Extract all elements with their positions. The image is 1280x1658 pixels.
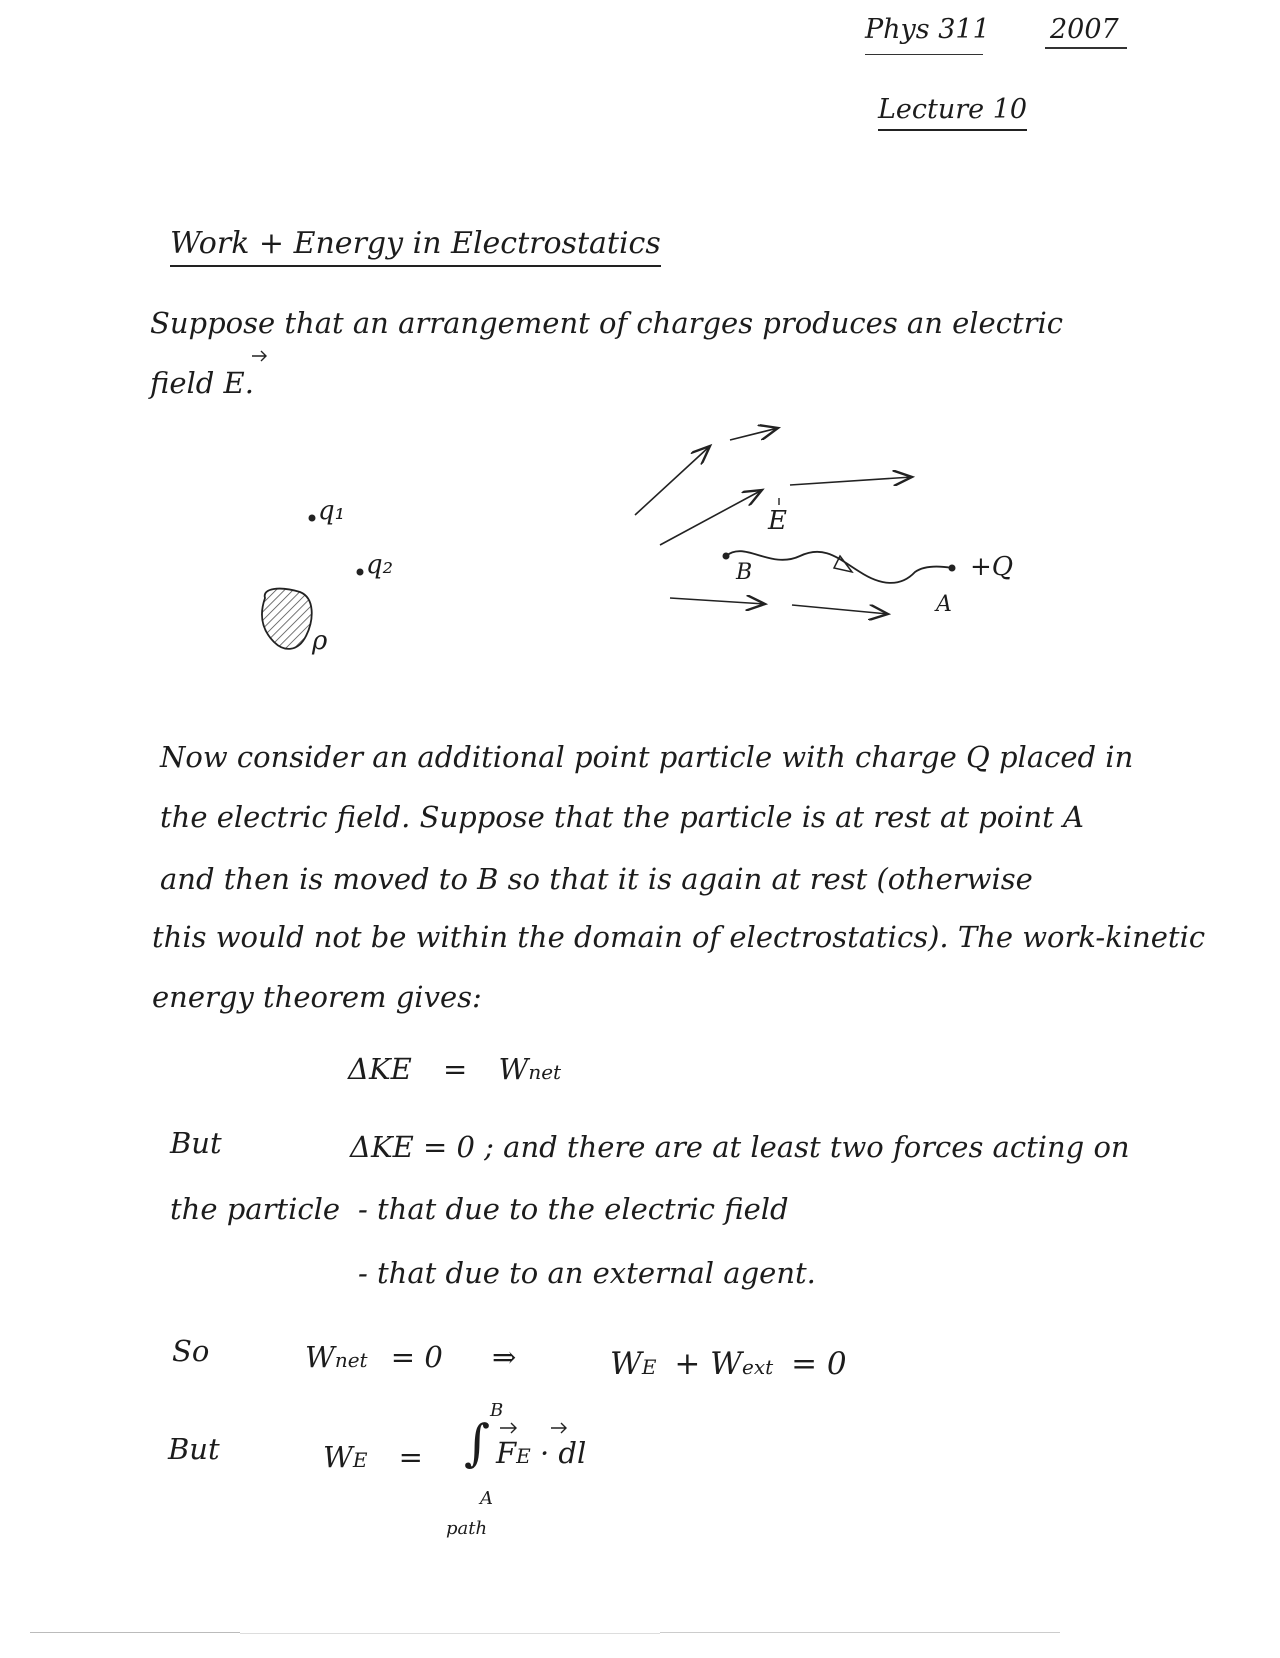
point-b-label: B bbox=[736, 560, 753, 585]
paragraph-line-2: the electric field. Suppose that the particle is at rest at point A bbox=[160, 800, 1084, 834]
force-symbol: F bbox=[496, 1436, 517, 1470]
plus-w-ext: + W bbox=[674, 1346, 743, 1382]
so-label: So bbox=[172, 1334, 210, 1368]
lecture-label: Lecture 10 bbox=[878, 94, 1027, 131]
intro-line-1: Suppose that an arrangement of charges produces an electric bbox=[150, 306, 1063, 340]
equals-zero-2: = 0 bbox=[791, 1346, 847, 1382]
paragraph-line-3: and then is moved to B so that it is again at rest (otherwise bbox=[160, 862, 1033, 896]
scan-artifact-line bbox=[240, 1633, 660, 1634]
integral-upper-limit: B bbox=[490, 1400, 504, 1421]
equals-sign: = bbox=[443, 1052, 468, 1086]
equals-sign-2: = bbox=[398, 1440, 423, 1474]
dot-product: · bbox=[539, 1436, 550, 1470]
force-electric: - that due to the electric field bbox=[358, 1192, 789, 1226]
but-label-1: But bbox=[170, 1126, 222, 1160]
page-title: Work + Energy in Electrostatics bbox=[170, 226, 661, 267]
but-label-2: But bbox=[168, 1432, 220, 1466]
q1-label: q₁ bbox=[318, 496, 346, 526]
w-e-lhs: W bbox=[323, 1440, 353, 1474]
w-net-subscript: net bbox=[334, 1348, 368, 1372]
q2-label: q₂ bbox=[366, 550, 394, 580]
intro-line-2: field E. bbox=[150, 366, 254, 400]
w-net-symbol: W bbox=[305, 1340, 335, 1374]
w-e-symbol: W bbox=[610, 1346, 642, 1382]
scan-artifact-line bbox=[30, 1632, 240, 1633]
w-e-subscript: E bbox=[641, 1355, 657, 1379]
net-subscript: net bbox=[528, 1060, 562, 1084]
force-subscript: E bbox=[516, 1444, 531, 1468]
density-label: ρ bbox=[312, 626, 328, 656]
equals-zero: = 0 bbox=[390, 1340, 443, 1374]
dl-symbol: dl bbox=[558, 1436, 587, 1470]
paragraph-line-4: this would not be within the domain of electrostatics). The work-kinetic bbox=[152, 920, 1206, 954]
field-label: E bbox=[768, 506, 787, 536]
paragraph-line-1: Now consider an additional point particle with charge Q placed in bbox=[160, 740, 1134, 774]
scan-artifact-line bbox=[660, 1632, 1060, 1633]
particle-line: the particle bbox=[170, 1192, 341, 1226]
path-label: path bbox=[446, 1518, 488, 1539]
integral-sign: ∫ bbox=[464, 1414, 491, 1472]
force-external: - that due to an external agent. bbox=[358, 1256, 816, 1290]
year-label: 2007 bbox=[1050, 14, 1119, 45]
point-a-label: A bbox=[936, 592, 952, 617]
implies-arrow: ⇒ bbox=[492, 1340, 517, 1374]
test-charge-label: +Q bbox=[970, 552, 1014, 582]
w-ext-subscript: ext bbox=[742, 1355, 774, 1379]
integral-lower-limit: A bbox=[480, 1488, 493, 1509]
w-e-lhs-subscript: E bbox=[352, 1448, 368, 1472]
delta-ke: ΔKE bbox=[348, 1052, 412, 1086]
w-symbol: W bbox=[498, 1052, 529, 1086]
paragraph-line-5: energy theorem gives: bbox=[152, 980, 482, 1014]
but-statement: ΔKE = 0 ; and there are at least two forces acting on bbox=[350, 1130, 1130, 1164]
course-label: Phys 311 bbox=[865, 14, 990, 45]
